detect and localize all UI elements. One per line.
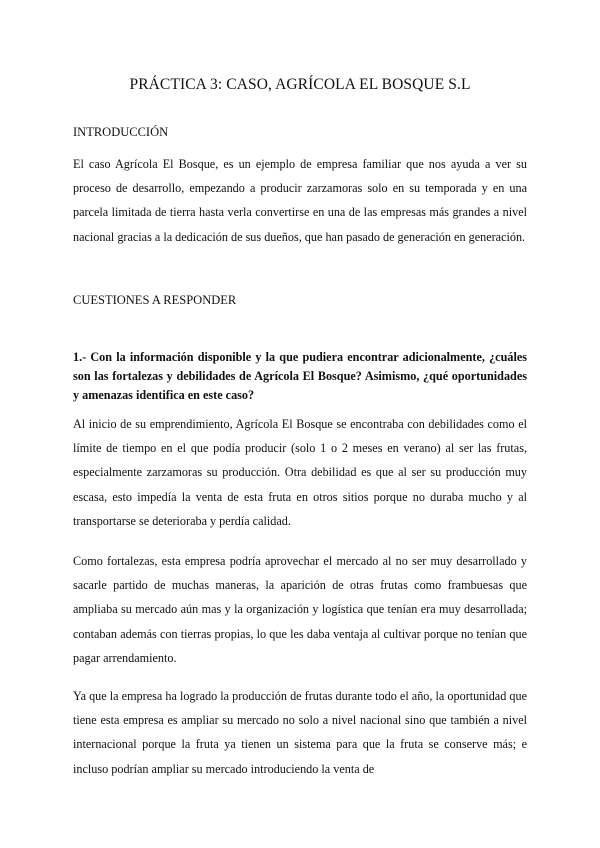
- answer-paragraph-2: Como fortalezas, esta empresa podría aprovechar el mercado al no ser muy desarrollado y sacarle partido de muchas maneras, la aparición de otras frutas como frambuesas que ampliaba su mercado aún mas y la organización y logística que tenían era muy desarrollada; contaban además con tierras propias, lo que les daba ventaja al cultivar porque no tenían que pagar arrendamiento.: [73, 554, 527, 665]
- page-title: PRÁCTICA 3: CASO, AGRÍCOLA EL BOSQUE S.L: [129, 76, 471, 93]
- intro-paragraph: El caso Agrícola El Bosque, es un ejemplo de empresa familiar que nos ayuda a ver su proceso de desarrollo, empezando a producir zarzamoras solo en su temporada y en una parcela limitada de tierra hasta verla convertirse en una de las empresas más grandes a nivel nacional gracias a la dedicación de sus dueños, que han pasado de generación en generación.: [73, 157, 527, 244]
- answer-paragraph-3: Ya que la empresa ha logrado la producción de frutas durante todo el año, la oportunidad que tiene esta empresa es ampliar su mercado no solo a nivel nacional sino que también a nivel internacional porque la fruta ya tienen un sistema para que la fruta se conserve más; e incluso podrían ampliar su mercado introduciendo la venta de: [73, 689, 527, 776]
- answer-paragraph-1: Al inicio de su emprendimiento, Agrícola El Bosque se encontraba con debilidades como el límite de tiempo en el que podía producir (solo 1 o 2 meses en verano) al ser las frutas, especialmente zarzamoras su producción. Otra debilidad es que al ser su producción muy escasa, esto impedía la venta de esta fruta en otros sitios porque no duraba mucho y al transportarse se deterioraba y perdía calidad.: [73, 417, 527, 528]
- intro-heading: INTRODUCCIÓN: [73, 125, 169, 139]
- questions-heading: CUESTIONES A RESPONDER: [73, 293, 237, 307]
- question-1: 1.- Con la información disponible y la que pudiera encontrar adicionalmente, ¿cuáles son las fortalezas y debilidades de Agrícola El Bosque? Asimismo, ¿qué oportunidades y amenazas identifica en este caso?: [73, 350, 527, 402]
